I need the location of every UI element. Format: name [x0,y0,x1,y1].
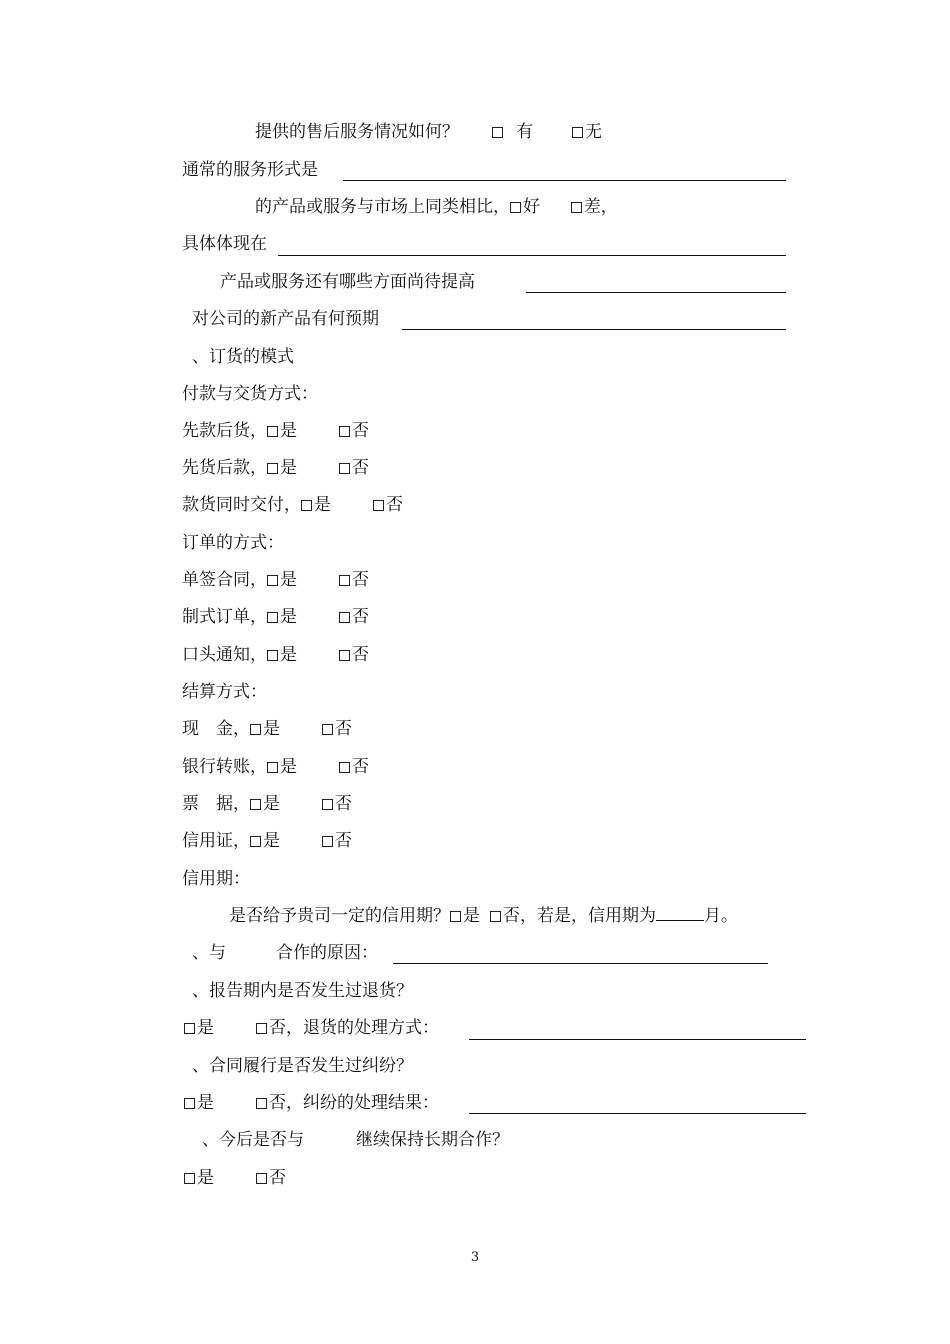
settle-row: 现 金， 是 否 [182,719,352,739]
checkbox-no[interactable] [256,1023,267,1034]
compare-question: 的产品或服务与市场上同类相比， 好 差， [255,197,618,217]
checkbox-no[interactable] [256,1173,267,1184]
checkbox-yes[interactable] [184,1023,195,1034]
checkbox-yes[interactable] [267,762,278,773]
checkbox-yes[interactable] [267,463,278,474]
order-title: 订单的方式： [182,533,284,553]
order-row: 单签合同， 是 否 [182,570,369,590]
credit-question: 是否给予贵司一定的信用期？ 是 否，若是，信用期为 月。 [229,906,738,926]
return-method-field[interactable] [469,1039,806,1040]
checkbox-good[interactable] [510,202,521,213]
coop-reason-label: 、与 合作的原因： [192,943,378,963]
dispute-question: 、合同履行是否发生过纠纷？ [192,1056,413,1076]
service-question: 提供的售后服务情况如何？ 有 无 [255,122,603,142]
settle-row: 银行转账， 是 否 [182,757,369,777]
settle-title: 结算方式： [182,682,267,702]
checkbox-yes[interactable] [184,1173,195,1184]
service-form-field[interactable] [343,180,786,181]
checkbox-yes[interactable] [450,911,461,922]
settle-row: 信用证， 是 否 [182,831,352,851]
order-row: 口头通知， 是 否 [182,645,369,665]
checkbox-yes[interactable] [267,426,278,437]
checkbox-no[interactable] [339,575,350,586]
checkbox-none[interactable] [572,127,583,138]
dispute-result-field[interactable] [469,1113,806,1114]
checkbox-no[interactable] [373,500,384,511]
checkbox-yes[interactable] [184,1098,195,1109]
checkbox-no[interactable] [322,799,333,810]
checkbox-yes[interactable] [267,612,278,623]
dispute-answer: 是 否，纠纷的处理结果： [184,1092,439,1114]
checkbox-yes[interactable] [267,650,278,661]
checkbox-no[interactable] [339,463,350,474]
checkbox-yes[interactable] [250,836,261,847]
coop-reason-field[interactable] [393,963,768,964]
checkbox-yes[interactable] [267,575,278,586]
return-answer: 是 否，退货的处理方式： [184,1017,439,1039]
future-question: 、今后是否与 继续保持长期合作？ [202,1130,509,1150]
expect-label: 对公司的新产品有何预期 [192,309,379,329]
section-order-heading: 、订货的模式 [192,347,294,367]
order-row: 制式订单， 是 否 [182,607,369,627]
pay-row: 先款后货， 是 否 [182,421,369,441]
checkbox-yes[interactable] [301,500,312,511]
pay-title: 付款与交货方式： [182,384,318,404]
improve-field[interactable] [526,292,786,293]
checkbox-no[interactable] [339,650,350,661]
expect-field[interactable] [402,329,786,330]
checkbox-no[interactable] [490,911,501,922]
checkbox-no[interactable] [339,762,350,773]
future-answer: 是 否 [184,1167,286,1189]
credit-title: 信用期： [182,869,250,889]
settle-row: 票 据， 是 否 [182,794,352,814]
service-form-label: 通常的服务形式是 [182,160,318,180]
checkbox-yes[interactable] [250,799,261,810]
detail-label: 具体体现在 [182,234,267,254]
checkbox-bad[interactable] [571,202,582,213]
improve-label: 产品或服务还有哪些方面尚待提高 [220,272,475,292]
checkbox-yes[interactable] [250,724,261,735]
pay-row: 款货同时交付， 是 否 [182,495,403,515]
checkbox-no[interactable] [322,836,333,847]
checkbox-no[interactable] [339,426,350,437]
credit-months-field[interactable] [656,906,704,921]
detail-field[interactable] [278,255,786,256]
checkbox-no[interactable] [322,724,333,735]
checkbox-has[interactable] [492,127,503,138]
checkbox-no[interactable] [339,612,350,623]
page-number: 3 [470,1250,480,1265]
pay-row: 先货后款， 是 否 [182,458,369,478]
service-question-text: 提供的售后服务情况如何？ [255,122,459,142]
checkbox-no[interactable] [256,1098,267,1109]
return-question: 、报告期内是否发生过退货？ [192,981,413,1001]
